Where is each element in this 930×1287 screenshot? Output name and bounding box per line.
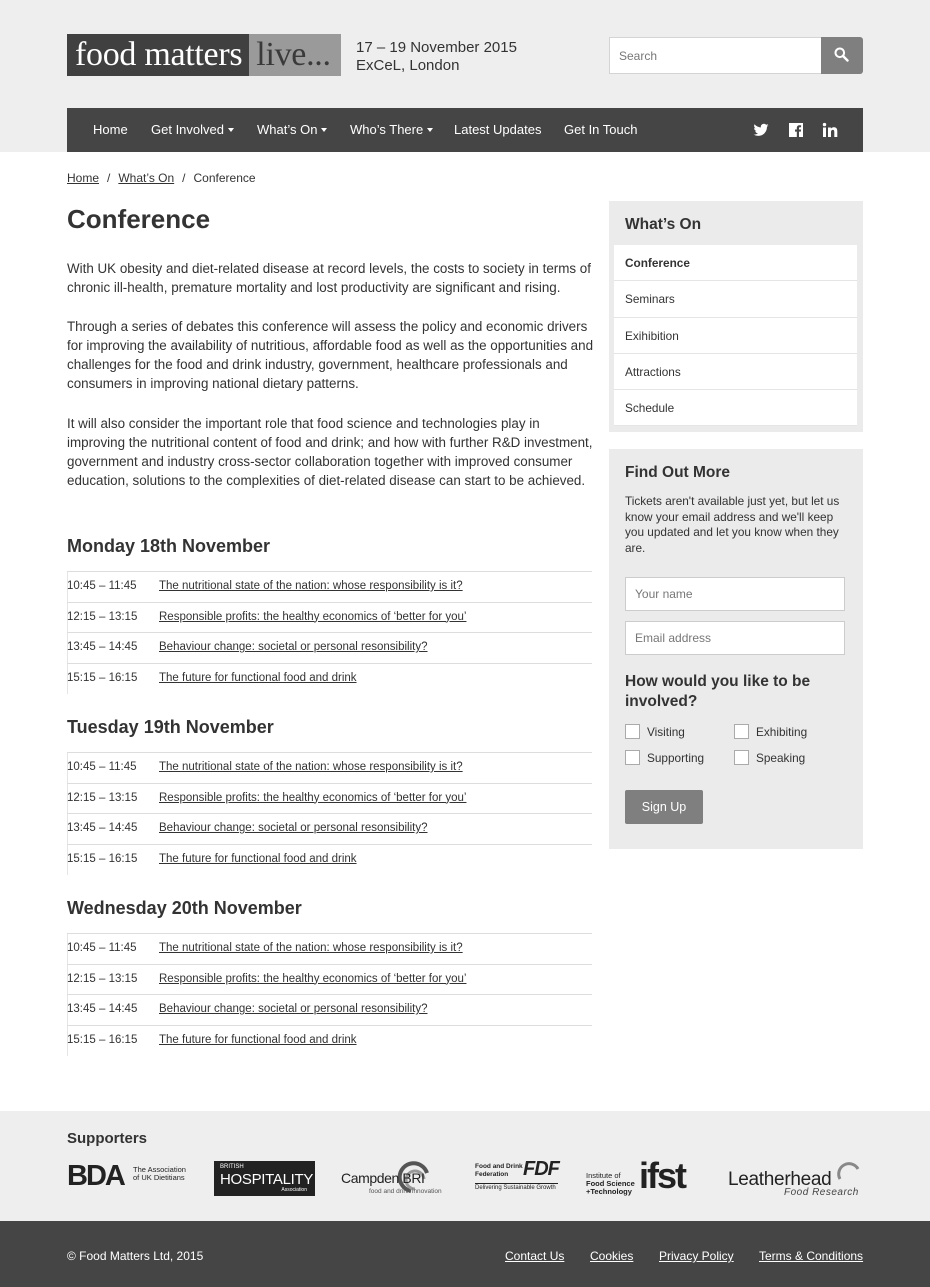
session-link[interactable]: The future for functional food and drink bbox=[159, 671, 357, 684]
bda-text-2: of UK Dietitians bbox=[133, 1173, 185, 1182]
caret-down-icon bbox=[321, 128, 327, 132]
bda-mark: BDA bbox=[67, 1160, 124, 1192]
checkbox-box[interactable] bbox=[625, 724, 640, 739]
session-link[interactable]: The nutritional state of the nation: whose responsibility is it? bbox=[159, 761, 463, 773]
leatherhead-main-text: Leatherhead bbox=[728, 1169, 832, 1190]
session-time: 10:45 – 11:45 bbox=[67, 942, 137, 954]
breadcrumb-current: Conference bbox=[193, 171, 256, 185]
sidebar-nav bbox=[614, 245, 857, 426]
schedule-table bbox=[67, 752, 592, 874]
caret-down-icon bbox=[228, 128, 234, 132]
nav-whos-there[interactable] bbox=[350, 108, 433, 152]
page-title: Conference bbox=[67, 204, 211, 234]
session-link[interactable]: Behaviour change: societal or personal resonsibility? bbox=[159, 641, 428, 654]
main-nav bbox=[67, 108, 863, 152]
ifst-text-2: Food Science bbox=[586, 1179, 635, 1188]
name-field[interactable] bbox=[625, 577, 845, 611]
linkedin-icon[interactable] bbox=[822, 122, 838, 138]
session-link[interactable]: Behaviour change: societal or personal resonsibility? bbox=[159, 822, 428, 835]
day-heading: Tuesday 19th November bbox=[67, 717, 274, 737]
sidebar-item-schedule[interactable]: Schedule bbox=[614, 390, 857, 426]
nav-whos-there-label: Who’s There bbox=[350, 122, 424, 137]
nav-get-involved-label: Get Involved bbox=[151, 122, 224, 137]
session-time: 10:45 – 11:45 bbox=[67, 761, 137, 773]
session-link[interactable]: The nutritional state of the nation: whose responsibility is it? bbox=[159, 942, 463, 954]
nav-whats-on-label: What’s On bbox=[257, 122, 318, 137]
event-venue: ExCeL, London bbox=[356, 57, 460, 74]
fdf-mark: FDF bbox=[523, 1158, 559, 1180]
day-heading: Wednesday 20th November bbox=[67, 898, 302, 918]
nav-get-involved[interactable] bbox=[151, 108, 234, 152]
footer-link-contact[interactable]: Contact Us bbox=[505, 1249, 565, 1263]
checkbox-speaking[interactable] bbox=[734, 750, 805, 765]
sidebar-item-exhibition[interactable]: Exihibition bbox=[614, 318, 857, 354]
breadcrumb-whats-on[interactable]: What’s On bbox=[118, 171, 175, 185]
nav-latest-updates[interactable] bbox=[454, 108, 541, 152]
footer-link-terms[interactable]: Terms & Conditions bbox=[759, 1249, 864, 1263]
site-logo[interactable] bbox=[67, 34, 341, 76]
checkbox-exhibiting[interactable] bbox=[734, 724, 807, 739]
session-time: 13:45 – 14:45 bbox=[67, 1003, 138, 1016]
leatherhead-swirl-icon bbox=[836, 1161, 862, 1181]
table-row bbox=[67, 933, 592, 964]
sidebar-item-conference[interactable]: Conference bbox=[614, 245, 857, 281]
ifst-mark: ifst bbox=[639, 1155, 685, 1196]
table-row bbox=[67, 752, 592, 783]
session-time: 13:45 – 14:45 bbox=[67, 822, 138, 835]
checkbox-label: Exhibiting bbox=[756, 724, 808, 739]
intro-paragraph: With UK obesity and diet-related disease at record levels, the costs to society in terms of chronic ill-health, premature mortality and lost productivity are significant and rising. bbox=[67, 261, 591, 295]
table-row bbox=[67, 632, 592, 663]
facebook-icon[interactable] bbox=[788, 122, 804, 138]
sign-up-button[interactable]: Sign Up bbox=[625, 790, 703, 824]
table-row bbox=[67, 994, 592, 1025]
breadcrumb-home[interactable]: Home bbox=[67, 171, 100, 185]
table-row bbox=[67, 844, 592, 875]
ifst-text-1: Institute of bbox=[586, 1171, 621, 1180]
session-link[interactable]: The future for functional food and drink bbox=[159, 852, 357, 865]
fdf-rule bbox=[475, 1183, 558, 1184]
footer-link-privacy[interactable]: Privacy Policy bbox=[659, 1249, 734, 1263]
search-icon bbox=[834, 47, 849, 62]
fdf-text-2: Federation bbox=[475, 1171, 509, 1178]
table-row bbox=[67, 1025, 592, 1056]
british-hospitality-logo[interactable] bbox=[214, 1161, 315, 1196]
session-time: 12:15 – 13:15 bbox=[67, 791, 138, 804]
session-time: 12:15 – 13:15 bbox=[67, 972, 138, 985]
fdf-text-1: Food and Drink bbox=[475, 1163, 523, 1170]
email-field[interactable] bbox=[625, 621, 845, 655]
bh-top-text: BRITISH bbox=[220, 1164, 244, 1170]
session-time: 15:15 – 16:15 bbox=[67, 671, 138, 684]
table-row bbox=[67, 964, 592, 995]
checkbox-visiting[interactable] bbox=[625, 724, 685, 739]
bh-sub-text: Association bbox=[281, 1187, 307, 1193]
logo-main-text: food matters bbox=[67, 34, 249, 76]
table-row bbox=[67, 602, 592, 633]
whats-on-heading: What’s On bbox=[625, 216, 702, 233]
event-dates: 17 – 19 November 2015 bbox=[356, 39, 517, 56]
table-row bbox=[67, 571, 592, 602]
copyright: © Food Matters Ltd, 2015 bbox=[67, 1249, 204, 1263]
session-link[interactable]: Responsible profits: the healthy economics of ‘better for you’ bbox=[159, 610, 467, 623]
footer-link-cookies[interactable]: Cookies bbox=[590, 1249, 634, 1263]
checkbox-box[interactable] bbox=[625, 750, 640, 765]
supporters-heading: Supporters bbox=[67, 1130, 148, 1147]
nav-get-in-touch[interactable] bbox=[564, 108, 637, 152]
find-out-more-text: Tickets aren't available just yet, but let us know your email address and we'll keep you updated and let you know when they are. bbox=[625, 494, 840, 555]
involvement-heading: How would you like to be involved? bbox=[625, 673, 811, 710]
sidebar-item-seminars[interactable]: Seminars bbox=[614, 281, 857, 317]
session-time: 10:45 – 11:45 bbox=[67, 580, 137, 592]
breadcrumb: Home / What’s On / Conference bbox=[67, 171, 256, 185]
session-time: 13:45 – 14:45 bbox=[67, 641, 138, 654]
logo-suffix-text: live... bbox=[249, 34, 340, 76]
checkbox-label: Speaking bbox=[756, 750, 806, 765]
day-heading: Monday 18th November bbox=[67, 536, 271, 556]
nav-latest-updates-label: Latest Updates bbox=[454, 122, 542, 137]
ifst-text-3: +Technology bbox=[586, 1187, 632, 1196]
nav-get-in-touch-label: Get In Touch bbox=[564, 122, 638, 137]
bda-text-1: The Association bbox=[133, 1165, 186, 1174]
campden-main-text: Campden BRI bbox=[341, 1170, 425, 1186]
fdf-sub-text: Delivering Sustainable Growth bbox=[475, 1185, 556, 1191]
intro-paragraph: Through a series of debates this conference will assess the policy and economic drivers for improving the availability of nutritious, affordable food as well as the opportunities and challenges for the food and drink industry, government, healthcare professionals and consumers in improving national dietary patterns. bbox=[67, 319, 594, 391]
checkbox-label: Supporting bbox=[647, 750, 705, 765]
table-row bbox=[67, 813, 592, 844]
campden-sub-text: food and drink innovation bbox=[369, 1188, 442, 1195]
checkbox-supporting[interactable] bbox=[625, 750, 704, 765]
session-time: 12:15 – 13:15 bbox=[67, 610, 138, 623]
session-link[interactable]: Behaviour change: societal or personal resonsibility? bbox=[159, 1003, 428, 1016]
nav-whats-on[interactable] bbox=[257, 108, 327, 152]
nav-home-label: Home bbox=[93, 122, 128, 137]
schedule-table bbox=[67, 571, 592, 693]
table-row bbox=[67, 663, 592, 694]
session-time: 15:15 – 16:15 bbox=[67, 1033, 138, 1046]
leatherhead-sub-text: Food Research bbox=[784, 1187, 859, 1198]
intro-paragraph: It will also consider the important role that food science and technologies play in improving the nutritional content of food and drink; and how with further R&D investment, government and industry cross-sector collaboration together with improved consumer education, solutions to the complexities of diet-related disease can start to be achieved. bbox=[67, 416, 593, 488]
schedule-table bbox=[67, 933, 592, 1055]
sidebar-item-attractions[interactable]: Attractions bbox=[614, 354, 857, 390]
caret-down-icon bbox=[427, 128, 433, 132]
session-link[interactable]: Responsible profits: the healthy economics of ‘better for you’ bbox=[159, 972, 467, 985]
checkbox-box[interactable] bbox=[734, 750, 749, 765]
session-link[interactable]: Responsible profits: the healthy economics of ‘better for you’ bbox=[159, 791, 467, 804]
nav-home[interactable] bbox=[93, 108, 128, 152]
table-row bbox=[67, 783, 592, 814]
find-out-more-heading: Find Out More bbox=[625, 464, 731, 481]
checkbox-label: Visiting bbox=[647, 724, 685, 739]
search-input[interactable] bbox=[609, 37, 821, 74]
search-button[interactable] bbox=[821, 37, 863, 74]
session-link[interactable]: The future for functional food and drink bbox=[159, 1033, 357, 1046]
twitter-icon[interactable] bbox=[753, 122, 769, 138]
checkbox-box[interactable] bbox=[734, 724, 749, 739]
session-time: 15:15 – 16:15 bbox=[67, 852, 138, 865]
bh-main-text: HOSPITALITY bbox=[220, 1171, 314, 1188]
session-link[interactable]: The nutritional state of the nation: whose responsibility is it? bbox=[159, 580, 463, 592]
